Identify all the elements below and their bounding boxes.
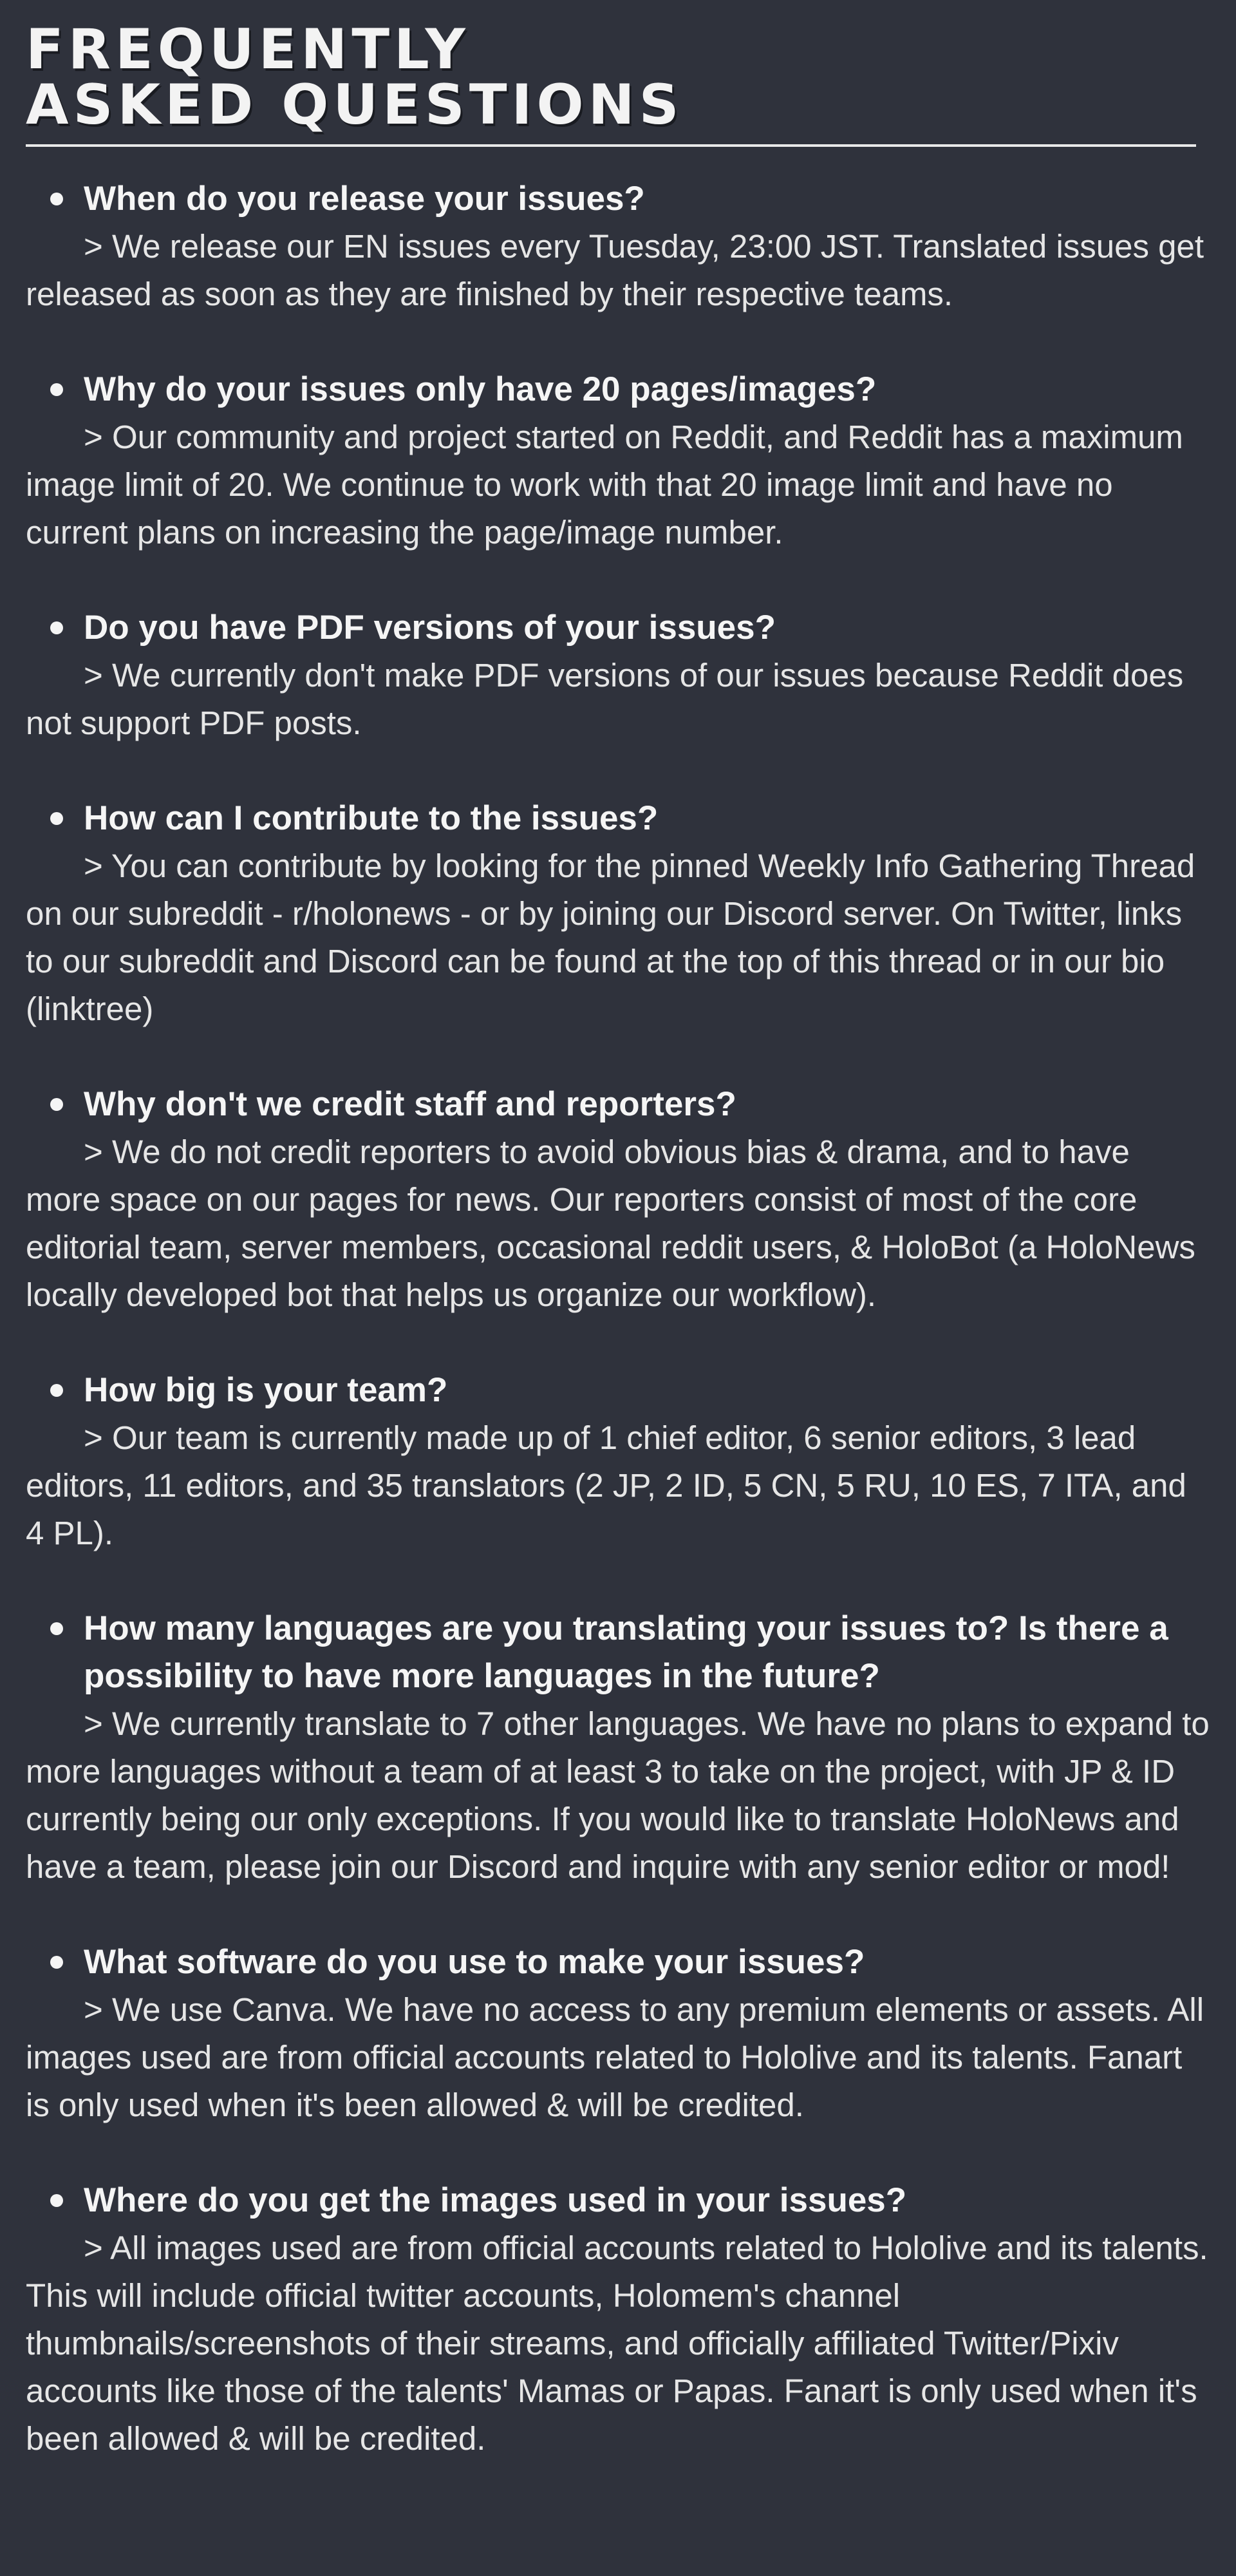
faq-question	[26, 366, 1210, 413]
page-title	[26, 17, 1210, 137]
faq-answer: > We use Canva. We have no access to any premium elements or assets. All images used are from official accounts related to Hololive and its talents. Fanart is only used when it's been allowed & will be credited.	[26, 1991, 1204, 2123]
faq-answer: > We release our EN issues every Tuesday, 23:00 JST. Translated issues get released as soon as they are finished by their respective teams.	[26, 228, 1204, 312]
bullet-icon	[50, 621, 63, 634]
faq-answer: > You can contribute by looking for the pinned Weekly Info Gathering Thread on our subreddit - r/holonews - or by joining our Discord server. On Twitter, links to our subreddit and Discord can be found at the top of this thread or in our bio (linktree)	[26, 848, 1195, 1027]
faq-answer: > All images used are from official accounts related to Hololive and its talents. This will include official twitter accounts, Holomem's channel thumbnails/screenshots of their streams, and officially affiliated Twitter/Pixiv accounts like those of the talents' Mamas or Papas. Fanart is only used when it's been allowed & will be credited.	[26, 2230, 1208, 2457]
faq-question	[26, 2177, 1210, 2224]
faq-question	[26, 795, 1210, 842]
faq-question-text: Why don't we credit staff and reporters?	[84, 1085, 736, 1123]
faq-item	[26, 366, 1210, 556]
bullet-icon	[50, 1098, 63, 1111]
faq-item	[26, 1605, 1210, 1891]
faq-question	[26, 1605, 1210, 1700]
page-title-line-2: ASKED QUESTIONS	[26, 73, 684, 137]
faq-question-text: Do you have PDF versions of your issues?	[84, 609, 776, 647]
bullet-icon	[50, 2194, 63, 2207]
faq-item	[26, 1938, 1210, 2129]
faq-item	[26, 2177, 1210, 2463]
faq-answer: > Our team is currently made up of 1 chief editor, 6 senior editors, 3 lead editors, 11 editors, and 35 translators (2 JP, 2 ID, 5 CN, 5 RU, 10 ES, 7 ITA, and 4 PL).	[26, 1419, 1186, 1551]
bullet-icon	[50, 1956, 63, 1969]
faq-answer: > We do not credit reporters to avoid obvious bias & drama, and to have more space on our pages for news. Our reporters consist of most of the core editorial team, server members, occasional reddit users, & HoloBot (a HoloNews locally developed bot that helps us organize our workflow).	[26, 1133, 1195, 1313]
bullet-icon	[50, 1384, 63, 1397]
faq-item	[26, 795, 1210, 1033]
faq-question-text: Where do you get the images used in your issues?	[84, 2181, 907, 2219]
title-divider	[26, 144, 1196, 147]
bullet-icon	[50, 193, 63, 205]
faq-question	[26, 604, 1210, 652]
faq-question-text: How many languages are you translating your issues to? Is there a possibility to have more languages in the future?	[84, 1609, 1168, 1695]
faq-item	[26, 175, 1210, 318]
bullet-icon	[50, 812, 63, 825]
faq-answer: > Our community and project started on Reddit, and Reddit has a maximum image limit of 20. We continue to work with that 20 image limit and have no current plans on increasing the page/image number.	[26, 419, 1183, 551]
faq-question-text: Why do your issues only have 20 pages/images?	[84, 370, 877, 408]
faq-question-text: What software do you use to make your issues?	[84, 1943, 865, 1981]
faq-question	[26, 1081, 1210, 1128]
faq-item	[26, 604, 1210, 747]
faq-answer: > We currently translate to 7 other languages. We have no plans to expand to more languages without a team of at least 3 to take on the project, with JP & ID currently being our only exceptions. If you would like to translate HoloNews and have a team, please join our Discord and inquire with any senior editor or mod!	[26, 1705, 1210, 1885]
faq-question-text: How big is your team?	[84, 1371, 448, 1409]
faq-item	[26, 1367, 1210, 1557]
page-title-line-1: FREQUENTLY	[26, 17, 470, 82]
faq-question-text: How can I contribute to the issues?	[84, 799, 659, 837]
faq-question	[26, 1367, 1210, 1414]
faq-item	[26, 1081, 1210, 1319]
faq-question	[26, 1938, 1210, 1986]
faq-list	[26, 175, 1210, 2463]
bullet-icon	[50, 383, 63, 396]
faq-answer: > We currently don't make PDF versions of our issues because Reddit does not support PDF posts.	[26, 657, 1184, 741]
faq-question-text: When do you release your issues?	[84, 180, 645, 218]
faq-question	[26, 175, 1210, 223]
bullet-icon	[50, 1622, 63, 1635]
